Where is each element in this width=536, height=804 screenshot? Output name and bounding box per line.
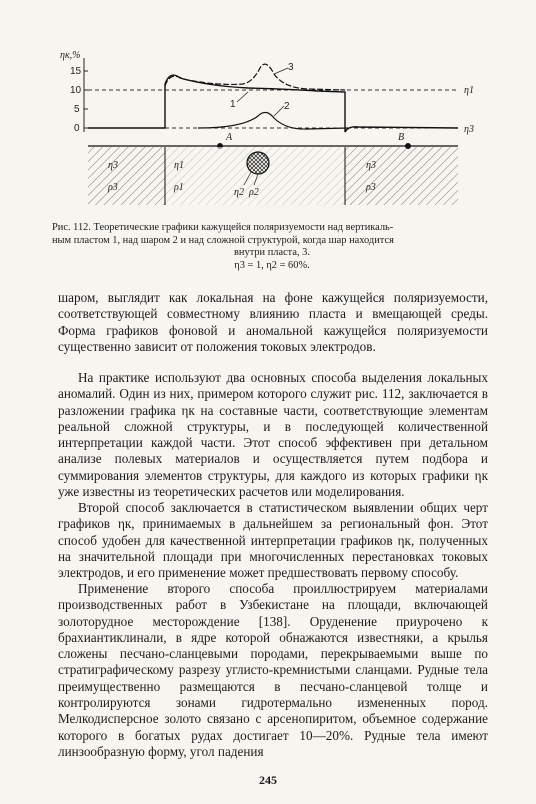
figure-caption	[52, 222, 492, 272]
region-label-rho1: ρ1	[174, 182, 184, 193]
ip-profile-chart	[48, 40, 498, 220]
paragraph-1: шаром, выглядит как локальная на фоне кажущейся поляризуемости, соответствующей совместному влиянию пласта и вмещающей среды. Форма графиков фоновой и аномальной кажущейся поляризуемости существенно зависит от положения токовых электродов.	[58, 290, 488, 354]
paragraph-3: Второй способ заключается в статистическом выявлении общих черт графиков ηк, принимаемых в дальнейшем за региональный фон. Этот способ удобен для качественной интерпретации графиков ηк, полученных на значительной площади при многочисленных перестановках токовых электродов, и его применение может предшествовать первому способу.	[58, 500, 488, 581]
curve-3-complex	[165, 64, 345, 90]
region-label-rho3-right: ρ3	[366, 182, 376, 193]
region-label-eta3-right: η3	[366, 160, 376, 171]
y-axis-label: ηк,%	[60, 50, 81, 61]
paragraph-1-block	[58, 290, 488, 355]
paragraph-2-block	[58, 370, 488, 500]
point-label-b: B	[398, 132, 405, 143]
region-label-eta1: η1	[174, 160, 184, 171]
caption-line-1: Рис. 112. Теоретические графики кажущейся поляризуемости над вертикаль-	[52, 222, 394, 233]
caption-line-4: η3 = 1, η2 = 60%.	[234, 259, 310, 271]
curve-label-3: 3	[288, 62, 294, 73]
paragraph-2: На практике используют два основных способа выделения локальных аномалий. Один из них, примером которого служит рис. 112, заключается в разложении графика ηк на составные части, соответствующие элементам реальной сложной структуры, и в последующей количественной интерпретации каждой части. Этот способ эффективен при детальном анализе полевых материалов и осуществляется путем подбора и суммирования элементов структуры, для каждого из которых графики ηк уже известны из теоретических расчетов или моделирования.	[58, 370, 488, 500]
point-label-a: A	[226, 132, 233, 143]
caption-line-2: ным пластом 1, над шаром 2 и над сложной структурой, когда шар находится	[52, 234, 394, 246]
right-label-eta3: η3	[464, 124, 474, 135]
paragraph-3-block	[58, 500, 488, 581]
paragraph-4: Применение второго способа проиллюстрируем материалами производственных работ в Узбекистане на площади, включающей золоторудное месторождение [138]. Оруденение приурочено к брахиантиклинали, в ядре которой обнажаются известняки, а крылья сложены песчано-сланцевыми породами, перекрываемыми выше по стратиграфическому разрезу углисто-кремнистыми сланцами. Рудные тела преимущественно размещаются в песчано-сланцевой толще и контролируются зонами гидротермально измененных пород. Мелкодисперсное золото связано с арсенопиритом, объемное содержание которого в богатых рудах достигает 10—20%. Рудные тела имеют линзообразную форму, угол падения	[58, 581, 488, 759]
region-label-eta3-left: η3	[108, 160, 118, 171]
paragraph-4-block	[58, 581, 488, 760]
curve-label-2: 2	[284, 101, 290, 112]
y-tick-10: 10	[70, 85, 82, 96]
curve-1-layer	[88, 75, 458, 132]
page-number: 245	[259, 773, 277, 787]
curve-2-ball	[198, 112, 348, 129]
y-tick-15: 15	[70, 66, 82, 77]
figure-112	[48, 40, 498, 220]
region-label-rho2: ρ2	[249, 187, 259, 198]
conductive-ball	[247, 152, 269, 174]
caption-line-3: внутри пласта, 3.	[234, 247, 310, 259]
y-tick-0: 0	[74, 123, 80, 134]
region-label-eta2: η2	[234, 187, 244, 198]
y-tick-5: 5	[74, 104, 80, 115]
curve-label-1: 1	[230, 99, 236, 110]
region-label-rho3-left: ρ3	[108, 182, 118, 193]
right-label-eta1: η1	[464, 85, 474, 96]
